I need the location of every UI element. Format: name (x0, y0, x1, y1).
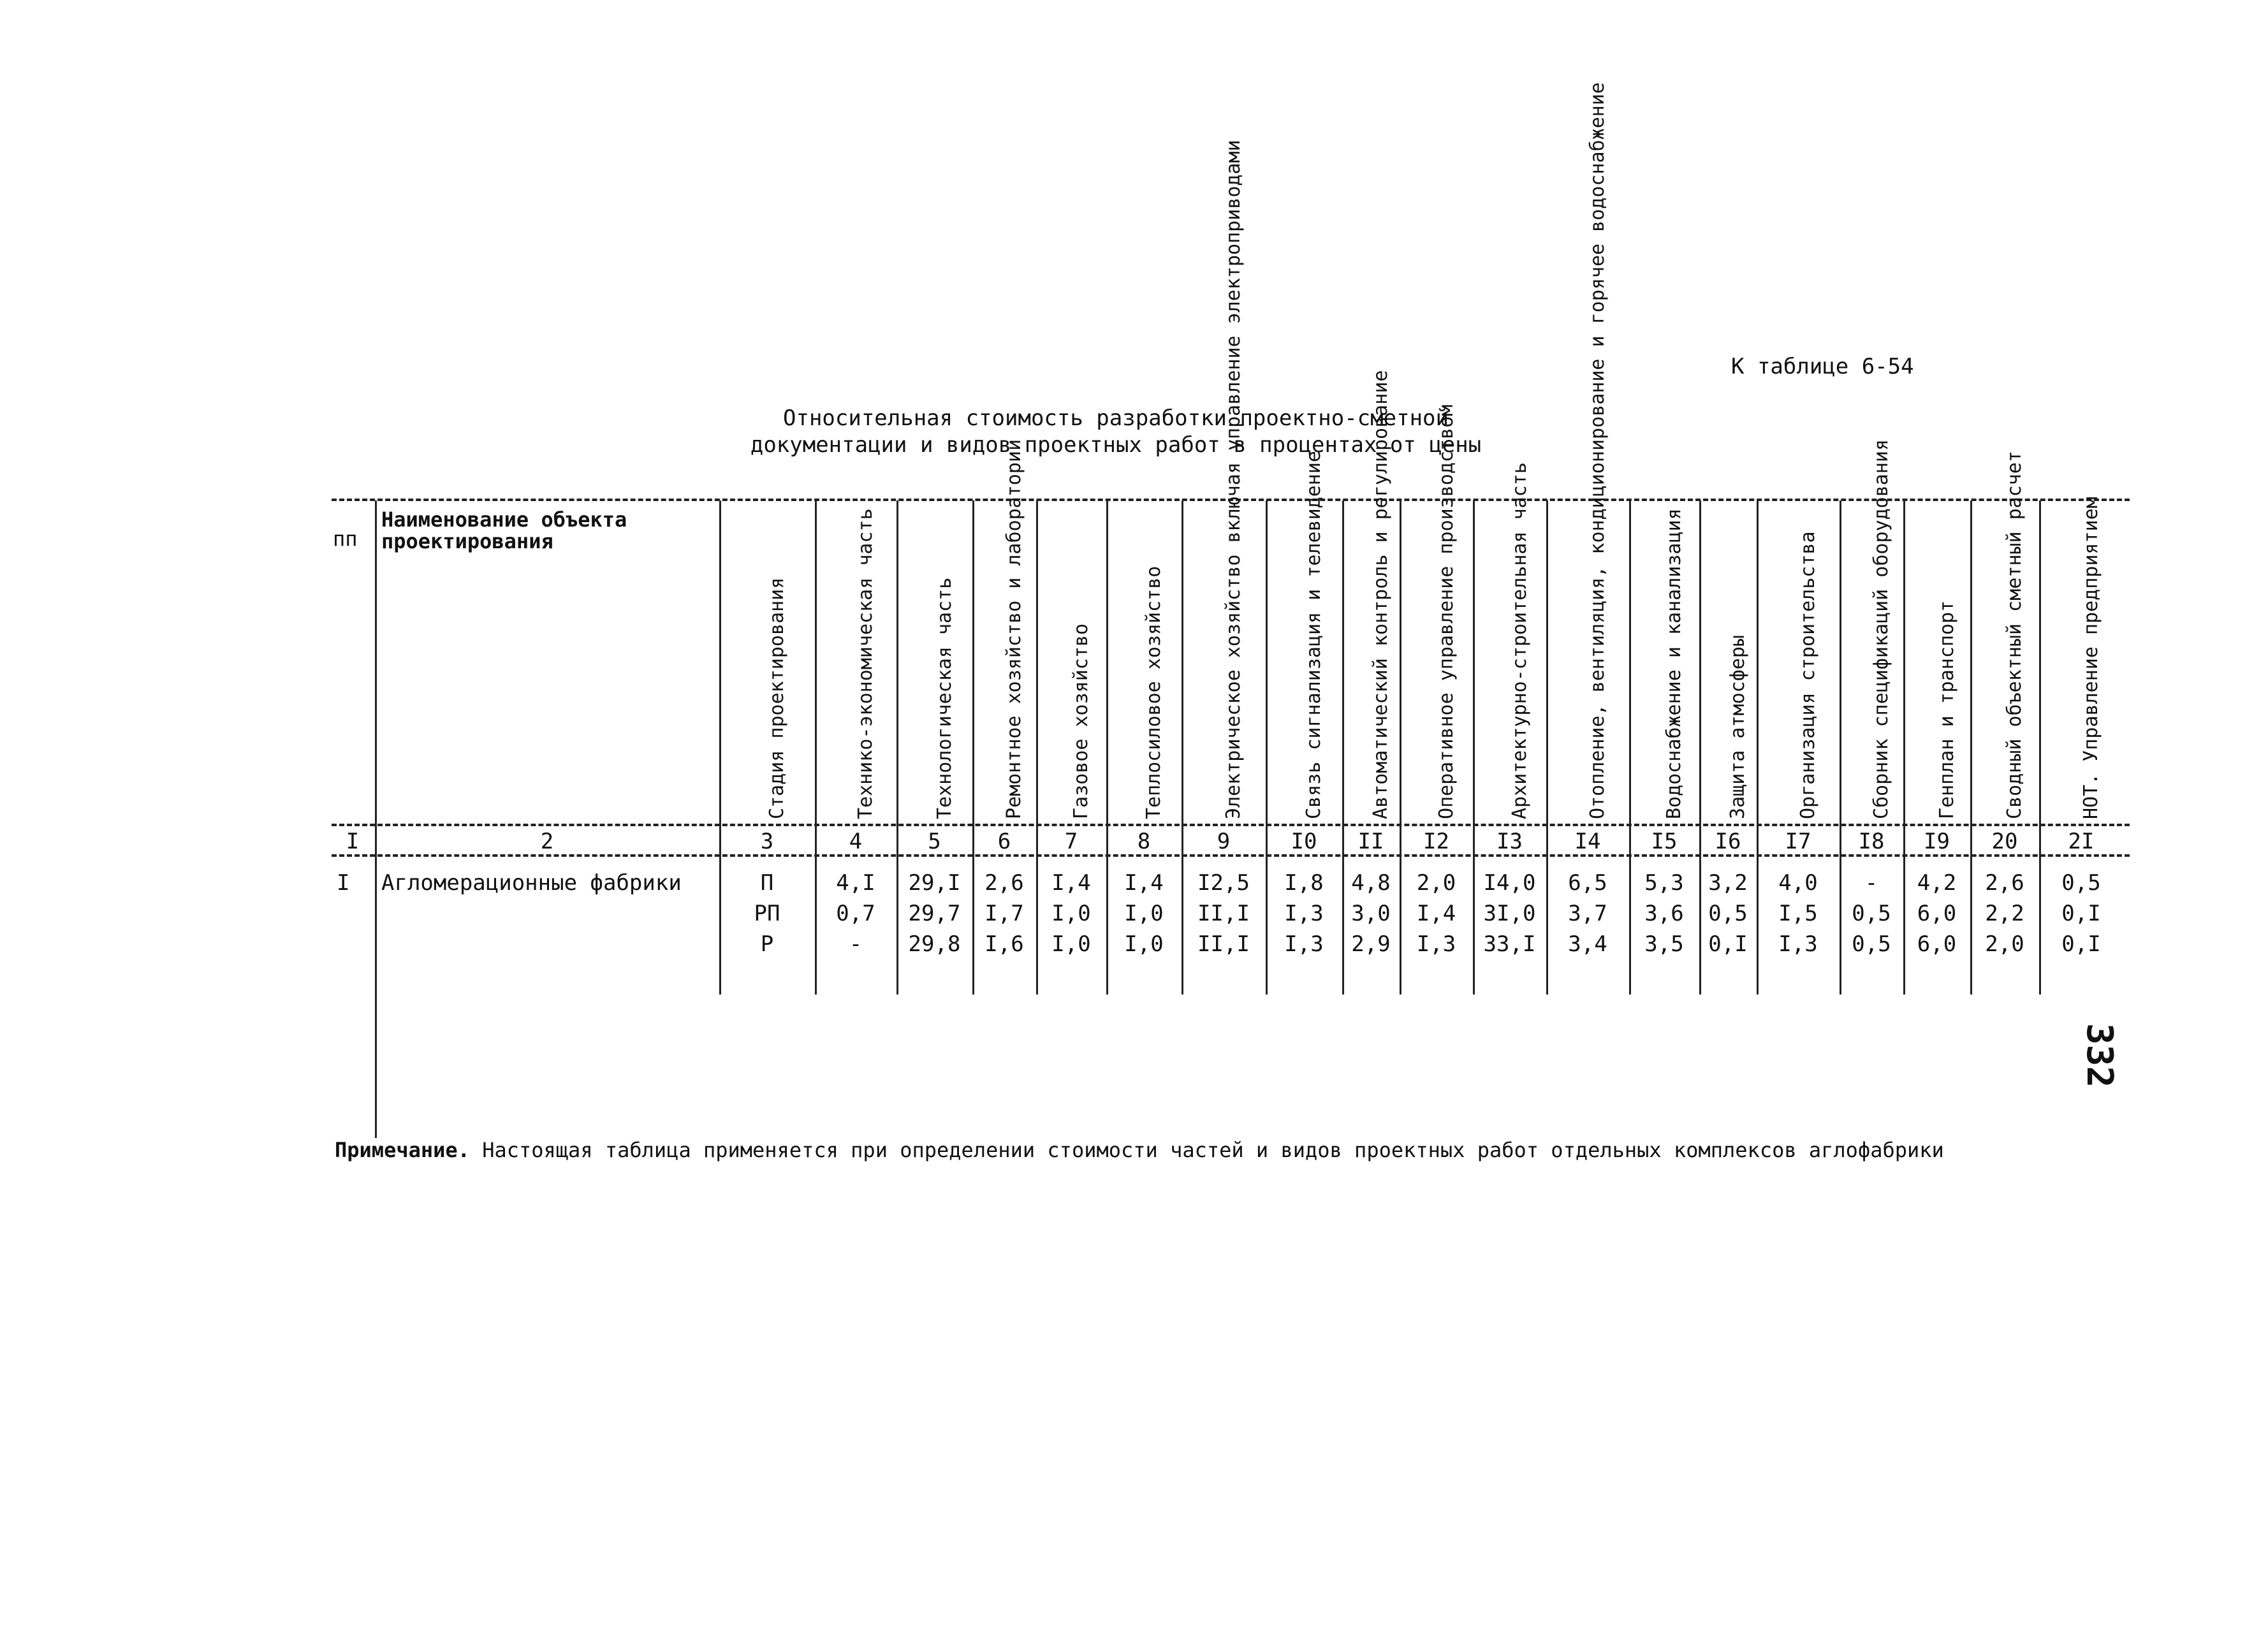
value-cell: 2,6 (1985, 870, 2024, 896)
value-cell: 3,4 (1568, 931, 1607, 957)
column-number: 8 (1137, 829, 1151, 854)
value-cell: 3,6 (1644, 901, 1684, 926)
value-cell: 2,0 (1985, 931, 2024, 957)
value-cell: 2,0 (1416, 870, 1456, 896)
column-header (1473, 462, 1546, 819)
header-rule (332, 824, 2130, 826)
column-header (1757, 497, 1840, 819)
column-header (2039, 497, 2123, 819)
value-cell: 0,5 (1852, 901, 1891, 926)
header-num-label: пп (333, 527, 358, 551)
column-number: 4 (849, 829, 863, 854)
stage-cell: РП (754, 901, 780, 926)
value-cell: 6,5 (1568, 870, 1607, 896)
column-header (896, 497, 972, 819)
column-header (719, 497, 815, 819)
table-note (335, 1138, 1944, 1162)
column-header-label: Водоснабжение и канализация (1663, 508, 1685, 819)
column-number: I (346, 829, 360, 854)
column-header-label: Организация строительства (1797, 531, 1819, 819)
column-number: 9 (1217, 829, 1231, 854)
value-cell: 0,7 (836, 901, 875, 926)
column-header (1400, 404, 1473, 819)
note-text: Настоящая таблица применяется при определении стоимости частей и видов проектных работ отдельных комплексов аглофабрики (482, 1138, 1944, 1162)
value-cell: 0,5 (1852, 931, 1891, 957)
value-cell: 0,I (2061, 901, 2101, 926)
column-header-label: Сборник спецификаций оборудования (1870, 439, 1892, 819)
header-object-label: Наименование объекта проектирования (381, 507, 627, 553)
table-reference: К таблице 6-54 (1731, 354, 1914, 379)
value-cell: 29,8 (908, 931, 961, 957)
value-cell: 3,0 (1351, 901, 1391, 926)
column-number: I6 (1715, 829, 1741, 854)
value-cell: 4,2 (1917, 870, 1957, 896)
column-header-label: НОТ. Управление предприятием (2080, 497, 2102, 819)
row-object-name: Агломерационные фабрики (381, 870, 682, 896)
column-header-label: Ремонтное хозяйство и лаборатории (1003, 439, 1025, 819)
value-cell: 4,0 (1778, 870, 1818, 896)
value-cell: 6,0 (1917, 931, 1957, 957)
table-title (669, 405, 1562, 458)
column-header-label: Сводный объектный сметный расчет (2003, 451, 2026, 819)
value-cell: - (849, 931, 863, 957)
column-header (1903, 497, 1970, 819)
value-cell: I2,5 (1197, 870, 1250, 896)
column-header (1699, 497, 1757, 819)
value-cell: 33,I (1483, 931, 1536, 957)
value-cell: I,3 (1284, 901, 1324, 926)
value-cell: 3I,0 (1483, 901, 1536, 926)
column-header (815, 497, 896, 819)
value-cell: 29,7 (908, 901, 961, 926)
value-cell: 2,9 (1351, 931, 1391, 957)
column-header (972, 439, 1036, 819)
column-number: 6 (997, 829, 1011, 854)
value-cell: I,3 (1778, 931, 1818, 957)
column-number: 2I (2068, 829, 2095, 854)
value-cell: 4,I (836, 870, 875, 896)
page-number: 332 (2079, 1023, 2120, 1088)
column-header-label: Технико-экономическая часть (854, 508, 877, 819)
column-header-label: Генплан и транспорт (1935, 600, 1958, 819)
value-cell: I,0 (1051, 901, 1091, 926)
value-cell: I,5 (1778, 901, 1818, 926)
column-number: I9 (1924, 829, 1950, 854)
stage-cell: Р (760, 931, 774, 957)
note-label: Примечание. (335, 1138, 470, 1162)
column-header-label: Технологическая часть (933, 577, 956, 819)
value-cell: II,I (1197, 901, 1250, 926)
value-cell: I,0 (1124, 931, 1164, 957)
col-divider (375, 500, 377, 1138)
value-cell: - (1864, 870, 1878, 896)
value-cell: I,6 (984, 931, 1024, 957)
value-cell: 0,I (2061, 931, 2101, 957)
title-line-1: Относительная стоимость разработки проектно-сметной (783, 405, 1449, 431)
value-cell: I,3 (1416, 931, 1456, 957)
value-cell: I,7 (984, 901, 1024, 926)
stage-cell: П (760, 870, 774, 896)
column-number: I4 (1574, 829, 1601, 854)
column-header (1106, 497, 1182, 819)
column-number: 20 (1991, 829, 2018, 854)
value-cell: 3,2 (1708, 870, 1748, 896)
column-number: I2 (1423, 829, 1449, 854)
column-header-label: Стадия проектирования (766, 577, 788, 819)
column-header (1840, 439, 1903, 819)
value-cell: II,I (1197, 931, 1250, 957)
value-cell: 0,5 (2061, 870, 2101, 896)
column-header-label: Оперативное управление производством (1435, 404, 1458, 819)
value-cell: I,4 (1124, 870, 1164, 896)
value-cell: 4,8 (1351, 870, 1391, 896)
column-header-label: Автоматический контроль и регулирование (1370, 370, 1392, 819)
value-cell: I,8 (1284, 870, 1324, 896)
column-header (1629, 497, 1699, 819)
column-header-label: Электрическое хозяйство включая управление электроприводами (1222, 140, 1245, 819)
value-cell: 29,I (908, 870, 961, 896)
column-number: I3 (1496, 829, 1523, 854)
column-number: I7 (1785, 829, 1811, 854)
column-header-label: Теплосиловое хозяйство (1143, 565, 1165, 819)
column-header-label: Связь сигнализация и телевидение (1303, 451, 1325, 819)
column-header (1546, 82, 1629, 819)
column-number: I0 (1291, 829, 1317, 854)
value-cell: 3,5 (1644, 931, 1684, 957)
number-row-rule (332, 854, 2130, 857)
column-number: 5 (928, 829, 941, 854)
value-cell: I,0 (1124, 901, 1164, 926)
column-number: 3 (760, 829, 774, 854)
value-cell: 2,2 (1985, 901, 2024, 926)
column-number: 2 (540, 829, 554, 854)
value-cell: 2,6 (984, 870, 1024, 896)
column-number: I8 (1858, 829, 1885, 854)
column-header (1182, 140, 1266, 819)
column-header (1266, 451, 1342, 819)
value-cell: 3,7 (1568, 901, 1607, 926)
column-header-label: Отопление, вентиляция, кондиционирование и горячее водоснабжение (1586, 82, 1609, 819)
value-cell: I,3 (1284, 931, 1324, 957)
value-cell: I,4 (1416, 901, 1456, 926)
value-cell: I4,0 (1483, 870, 1536, 896)
column-header-label: Газовое хозяйство (1070, 623, 1092, 819)
column-number: 7 (1064, 829, 1078, 854)
column-header-label: Защита атмосферы (1727, 635, 1749, 819)
column-header (1036, 497, 1106, 819)
column-number: I5 (1651, 829, 1678, 854)
value-cell: 0,I (1708, 931, 1748, 957)
value-cell: 6,0 (1917, 901, 1957, 926)
value-cell: I,4 (1051, 870, 1091, 896)
value-cell: 5,3 (1644, 870, 1684, 896)
column-header-label: Архитектурно-строительная часть (1508, 462, 1531, 819)
value-cell: 0,5 (1708, 901, 1748, 926)
title-line-2: документации и видов проектных работ в процентах от цены (750, 432, 1482, 458)
row-number: I (337, 870, 350, 896)
column-header (1342, 370, 1400, 819)
value-cell: I,0 (1051, 931, 1091, 957)
column-number: II (1357, 829, 1384, 854)
column-header (1970, 451, 2039, 819)
